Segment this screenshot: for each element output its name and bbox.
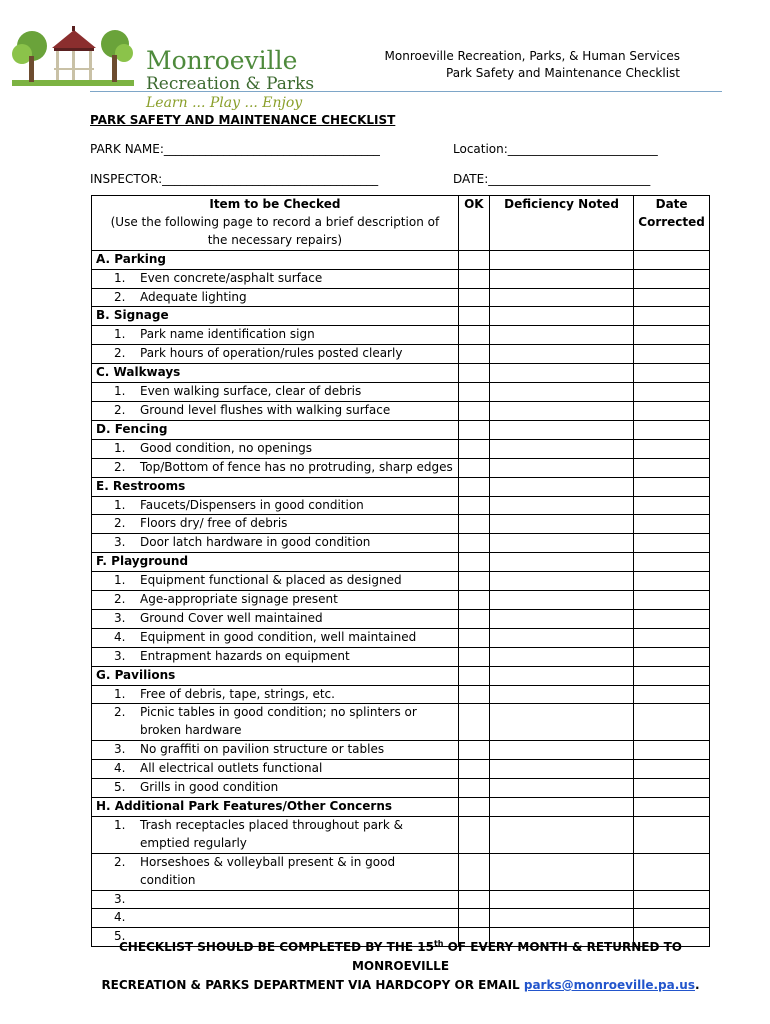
ok-cell[interactable] bbox=[458, 420, 489, 439]
deficiency-cell[interactable] bbox=[489, 628, 633, 647]
table-header-row bbox=[92, 196, 710, 251]
date-field[interactable]: DATE:___________________________ bbox=[453, 172, 651, 186]
checklist-item: 1. Even concrete/asphalt surface bbox=[92, 269, 459, 288]
deficiency-cell[interactable] bbox=[489, 326, 633, 345]
table-row bbox=[92, 909, 710, 928]
table-row bbox=[92, 439, 710, 458]
header-item-title: Item to be Checked bbox=[209, 197, 341, 211]
deficiency-cell[interactable] bbox=[489, 420, 633, 439]
ok-cell[interactable] bbox=[458, 269, 489, 288]
checklist-item: 1. Trash receptacles placed throughout park & emptied regularly bbox=[92, 816, 459, 853]
table-row bbox=[92, 420, 710, 439]
date-cell[interactable] bbox=[634, 685, 710, 704]
table-row bbox=[92, 288, 710, 307]
deficiency-cell[interactable] bbox=[489, 534, 633, 553]
deficiency-cell[interactable] bbox=[489, 439, 633, 458]
date-cell[interactable] bbox=[634, 477, 710, 496]
header-ok: OK bbox=[458, 196, 489, 251]
header-item bbox=[92, 196, 459, 251]
checklist-item: 1. Good condition, no openings bbox=[92, 439, 459, 458]
deficiency-cell[interactable] bbox=[489, 704, 633, 741]
date-cell[interactable] bbox=[634, 909, 710, 928]
section-heading: D. Fencing bbox=[92, 420, 459, 439]
ok-cell[interactable] bbox=[458, 477, 489, 496]
section-heading: B. Signage bbox=[92, 307, 459, 326]
deficiency-cell[interactable] bbox=[489, 685, 633, 704]
deficiency-cell[interactable] bbox=[489, 250, 633, 269]
table-row bbox=[92, 609, 710, 628]
deficiency-cell[interactable] bbox=[489, 741, 633, 760]
table-row bbox=[92, 534, 710, 553]
table-row bbox=[92, 572, 710, 591]
date-cell[interactable] bbox=[634, 288, 710, 307]
date-cell[interactable] bbox=[634, 250, 710, 269]
deficiency-cell[interactable] bbox=[489, 666, 633, 685]
deficiency-cell[interactable] bbox=[489, 515, 633, 534]
deficiency-cell[interactable] bbox=[489, 269, 633, 288]
deficiency-cell[interactable] bbox=[489, 345, 633, 364]
table-row bbox=[92, 666, 710, 685]
table-row bbox=[92, 477, 710, 496]
logo-title: Monroeville bbox=[146, 46, 298, 75]
deficiency-cell[interactable] bbox=[489, 909, 633, 928]
checklist-item: 5. Grills in good condition bbox=[92, 779, 459, 798]
date-cell[interactable] bbox=[634, 609, 710, 628]
header-org: Monroeville Recreation, Parks, & Human Services bbox=[384, 49, 680, 63]
ok-cell[interactable] bbox=[458, 853, 489, 890]
deficiency-cell[interactable] bbox=[489, 364, 633, 383]
checklist-item: 1. Faucets/Dispensers in good condition bbox=[92, 496, 459, 515]
ok-cell[interactable] bbox=[458, 685, 489, 704]
date-cell[interactable] bbox=[634, 553, 710, 572]
deficiency-cell[interactable] bbox=[489, 307, 633, 326]
date-cell[interactable] bbox=[634, 326, 710, 345]
date-cell[interactable] bbox=[634, 853, 710, 890]
date-cell[interactable] bbox=[634, 666, 710, 685]
checklist-item: 2. Adequate lighting bbox=[92, 288, 459, 307]
deficiency-cell[interactable] bbox=[489, 779, 633, 798]
header-deficiency: Deficiency Noted bbox=[489, 196, 633, 251]
table-row bbox=[92, 383, 710, 402]
table-row bbox=[92, 553, 710, 572]
table-row bbox=[92, 890, 710, 909]
ok-cell[interactable] bbox=[458, 890, 489, 909]
checklist-item[interactable]: 3. bbox=[92, 890, 459, 909]
date-cell[interactable] bbox=[634, 779, 710, 798]
ok-cell[interactable] bbox=[458, 591, 489, 610]
ok-cell[interactable] bbox=[458, 609, 489, 628]
ok-cell[interactable] bbox=[458, 741, 489, 760]
deficiency-cell[interactable] bbox=[489, 553, 633, 572]
date-cell[interactable] bbox=[634, 364, 710, 383]
deficiency-cell[interactable] bbox=[489, 890, 633, 909]
header-date-line1: Date bbox=[655, 197, 688, 211]
table-row bbox=[92, 741, 710, 760]
table-row bbox=[92, 496, 710, 515]
date-cell[interactable] bbox=[634, 496, 710, 515]
page-header bbox=[385, 48, 680, 82]
email-link[interactable]: parks@monroeville.pa.us bbox=[523, 978, 695, 992]
deficiency-cell[interactable] bbox=[489, 496, 633, 515]
checklist-item: 1. Free of debris, tape, strings, etc. bbox=[92, 685, 459, 704]
date-cell[interactable] bbox=[634, 534, 710, 553]
ok-cell[interactable] bbox=[458, 345, 489, 364]
ok-cell[interactable] bbox=[458, 383, 489, 402]
document-title: PARK SAFETY AND MAINTENANCE CHECKLIST bbox=[90, 113, 396, 127]
date-cell[interactable] bbox=[634, 647, 710, 666]
date-cell[interactable] bbox=[634, 269, 710, 288]
ok-cell[interactable] bbox=[458, 553, 489, 572]
ok-cell[interactable] bbox=[458, 515, 489, 534]
checklist-table bbox=[91, 195, 710, 947]
deficiency-cell[interactable] bbox=[489, 383, 633, 402]
table-row bbox=[92, 760, 710, 779]
table-row bbox=[92, 458, 710, 477]
date-cell[interactable] bbox=[634, 704, 710, 741]
ok-cell[interactable] bbox=[458, 307, 489, 326]
section-heading: A. Parking bbox=[92, 250, 459, 269]
checklist-item: 2. Top/Bottom of fence has no protruding, sharp edges bbox=[92, 458, 459, 477]
section-heading: G. Pavilions bbox=[92, 666, 459, 685]
checklist-item: 2. Floors dry/ free of debris bbox=[92, 515, 459, 534]
deficiency-cell[interactable] bbox=[489, 401, 633, 420]
gazebo-trees-icon bbox=[12, 22, 137, 92]
table-row bbox=[92, 628, 710, 647]
checklist-item: 3. Door latch hardware in good condition bbox=[92, 534, 459, 553]
section-heading: H. Additional Park Features/Other Concerns bbox=[92, 798, 459, 817]
logo-tagline: Learn ... Play ... Enjoy bbox=[146, 95, 303, 111]
footer-instructions bbox=[91, 934, 710, 995]
table-row bbox=[92, 853, 710, 890]
checklist-item: 3. Ground Cover well maintained bbox=[92, 609, 459, 628]
date-cell[interactable] bbox=[634, 760, 710, 779]
date-cell[interactable] bbox=[634, 515, 710, 534]
ok-cell[interactable] bbox=[458, 798, 489, 817]
ok-cell[interactable] bbox=[458, 572, 489, 591]
checklist-item: 2. Picnic tables in good condition; no splinters or broken hardware bbox=[92, 704, 459, 741]
checklist-item: 1. Park name identification sign bbox=[92, 326, 459, 345]
ok-cell[interactable] bbox=[458, 288, 489, 307]
ok-cell[interactable] bbox=[458, 909, 489, 928]
ok-cell[interactable] bbox=[458, 364, 489, 383]
header-item-note-2: the necessary repairs) bbox=[207, 232, 343, 247]
deficiency-cell[interactable] bbox=[489, 591, 633, 610]
deficiency-cell[interactable] bbox=[489, 816, 633, 853]
deficiency-cell[interactable] bbox=[489, 458, 633, 477]
table-row bbox=[92, 515, 710, 534]
ok-cell[interactable] bbox=[458, 250, 489, 269]
ok-cell[interactable] bbox=[458, 628, 489, 647]
table-row bbox=[92, 401, 710, 420]
deficiency-cell[interactable] bbox=[489, 798, 633, 817]
date-cell[interactable] bbox=[634, 383, 710, 402]
section-heading: E. Restrooms bbox=[92, 477, 459, 496]
checklist-item: 3. Entrapment hazards on equipment bbox=[92, 647, 459, 666]
deficiency-cell[interactable] bbox=[489, 647, 633, 666]
checklist-item: 1. Equipment functional & placed as designed bbox=[92, 572, 459, 591]
date-cell[interactable] bbox=[634, 591, 710, 610]
ok-cell[interactable] bbox=[458, 704, 489, 741]
table-row bbox=[92, 798, 710, 817]
deficiency-cell[interactable] bbox=[489, 477, 633, 496]
checklist-item: 2. Horseshoes & volleyball present & in good condition bbox=[92, 853, 459, 890]
date-cell[interactable] bbox=[634, 420, 710, 439]
header-date-line2: Corrected bbox=[638, 214, 705, 229]
ok-cell[interactable] bbox=[458, 666, 489, 685]
date-cell[interactable] bbox=[634, 890, 710, 909]
header-doc: Park Safety and Maintenance Checklist bbox=[446, 66, 680, 80]
deficiency-cell[interactable] bbox=[489, 288, 633, 307]
footer-line-1: CHECKLIST SHOULD BE COMPLETED BY THE 15th OF EVERY MONTH & RETURNED TO MONROEVILLE bbox=[118, 939, 682, 973]
deficiency-cell[interactable] bbox=[489, 853, 633, 890]
table-row bbox=[92, 269, 710, 288]
section-heading: F. Playground bbox=[92, 553, 459, 572]
table-row bbox=[92, 591, 710, 610]
checklist-item: 1. Even walking surface, clear of debris bbox=[92, 383, 459, 402]
date-cell[interactable] bbox=[634, 458, 710, 477]
header-divider bbox=[90, 91, 722, 92]
checklist-item: 2. Age-appropriate signage present bbox=[92, 591, 459, 610]
deficiency-cell[interactable] bbox=[489, 609, 633, 628]
ok-cell[interactable] bbox=[458, 647, 489, 666]
date-cell[interactable] bbox=[634, 572, 710, 591]
section-heading: C. Walkways bbox=[92, 364, 459, 383]
ok-cell[interactable] bbox=[458, 816, 489, 853]
header-date-corrected bbox=[634, 196, 710, 251]
ok-cell[interactable] bbox=[458, 401, 489, 420]
table-row bbox=[92, 345, 710, 364]
footer-line-2: RECREATION & PARKS DEPARTMENT VIA HARDCOPY OR EMAIL parks@monroeville.pa.us. bbox=[101, 978, 700, 992]
date-cell[interactable] bbox=[634, 628, 710, 647]
checklist-item: 3. No graffiti on pavilion structure or tables bbox=[92, 741, 459, 760]
monroeville-logo bbox=[12, 22, 315, 111]
location-field[interactable]: Location:_________________________ bbox=[453, 142, 658, 156]
table-row bbox=[92, 685, 710, 704]
logo-subtitle: Recreation & Parks bbox=[146, 74, 315, 94]
table-row bbox=[92, 647, 710, 666]
ok-cell[interactable] bbox=[458, 779, 489, 798]
date-cell[interactable] bbox=[634, 816, 710, 853]
checklist-item[interactable]: 4. bbox=[92, 909, 459, 928]
ok-cell[interactable] bbox=[458, 439, 489, 458]
ok-cell[interactable] bbox=[458, 496, 489, 515]
table-row bbox=[92, 250, 710, 269]
checklist-item: 4. All electrical outlets functional bbox=[92, 760, 459, 779]
deficiency-cell[interactable] bbox=[489, 572, 633, 591]
deficiency-cell[interactable] bbox=[489, 760, 633, 779]
table-row bbox=[92, 307, 710, 326]
park-name-field[interactable]: PARK NAME:____________________________________ bbox=[90, 142, 380, 156]
date-cell[interactable] bbox=[634, 798, 710, 817]
date-cell[interactable] bbox=[634, 307, 710, 326]
date-cell[interactable] bbox=[634, 741, 710, 760]
table-row bbox=[92, 704, 710, 741]
ok-cell[interactable] bbox=[458, 760, 489, 779]
checklist-item: 2. Park hours of operation/rules posted clearly bbox=[92, 345, 459, 364]
date-cell[interactable] bbox=[634, 345, 710, 364]
table-row bbox=[92, 779, 710, 798]
checklist-item: 4. Equipment in good condition, well maintained bbox=[92, 628, 459, 647]
header-item-note-1: (Use the following page to record a brief description of bbox=[110, 214, 440, 229]
table-row bbox=[92, 326, 710, 345]
ok-cell[interactable] bbox=[458, 534, 489, 553]
checklist-item: 2. Ground level flushes with walking surface bbox=[92, 401, 459, 420]
date-cell[interactable] bbox=[634, 401, 710, 420]
checklist-item[interactable]: 5. bbox=[92, 928, 459, 947]
ok-cell[interactable] bbox=[458, 458, 489, 477]
ok-cell[interactable] bbox=[458, 326, 489, 345]
date-cell[interactable] bbox=[634, 439, 710, 458]
table-row bbox=[92, 364, 710, 383]
table-row bbox=[92, 816, 710, 853]
inspector-field[interactable]: INSPECTOR:____________________________________ bbox=[90, 172, 379, 186]
